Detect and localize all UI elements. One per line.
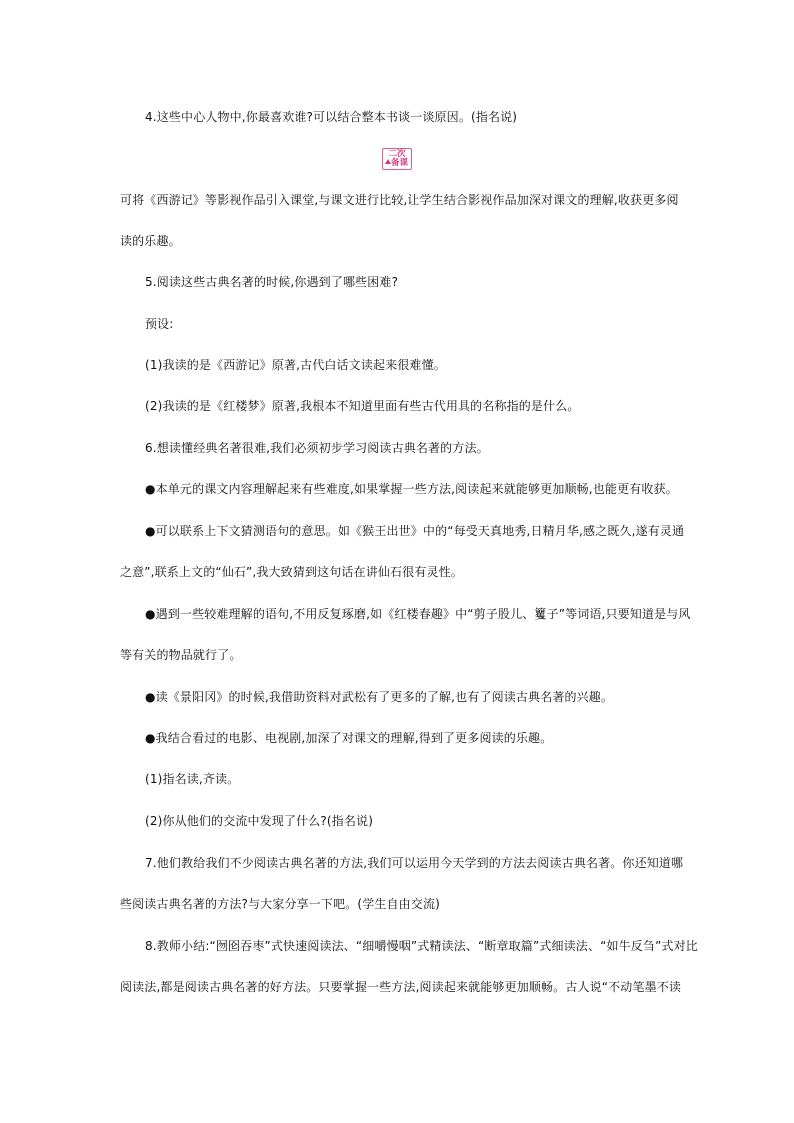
bullet-item-2: ●可以联系上下文猜测语句的意思。如《猴王出世》中的“每受天真地秀,日精月华,感之既久,遂有灵通 [145, 524, 685, 538]
paragraph-preset-1: (1)我读的是《西游记》原著,古代白话文读起来很难懂。 [145, 358, 446, 372]
badge-line1: 二次 [388, 149, 406, 159]
bullet-item-3-cont: 等有关的物品就行了。 [120, 648, 242, 662]
paragraph-q8-cont: 阅读法,都是阅读古典名著的好方法。只要掌握一些方法,阅读起来就能够更加顺畅。古人说“不动笔墨不读 [120, 980, 682, 994]
bullet-item-4: ●读《景阳冈》的时候,我借助资料对武松有了更多的了解,也有了阅读古典名著的兴趣。 [145, 690, 614, 704]
paragraph-step-1: (1)指名读,齐读。 [145, 772, 240, 786]
bullet-item-3: ●遇到一些较难理解的语句,不用反复琢磨,如《红楼春趣》中“剪子股儿、籰子”等词语,只要知道是与风 [145, 607, 691, 621]
paragraph-q4: 4.这些中心人物中,你最喜欢谁?可以结合整本书谈一谈原因。(指名说) [145, 110, 518, 124]
paragraph-prep-note-cont: 读的乐趣。 [120, 234, 181, 248]
paragraph-q7: 7.他们教给我们不少阅读古典名著的方法,我们可以运用今天学到的方法去阅读古典名著。你还知道哪 [145, 856, 684, 870]
paragraph-q5: 5.阅读这些古典名著的时候,你遇到了哪些困难? [145, 275, 399, 289]
paragraph-preset: 预设: [145, 317, 174, 331]
paragraph-step-2: (2)你从他们的交流中发现了什么?(指名说) [145, 814, 374, 828]
paragraph-prep-note: 可将《西游记》等影视作品引入课堂,与课文进行比较,让学生结合影视作品加深对课文的理解,收获更多阅 [120, 193, 679, 207]
paragraph-q6: 6.想读懂经典名著很难,我们必须初步学习阅读古典名著的方法。 [145, 441, 489, 455]
up-arrow-icon [385, 159, 391, 164]
second-prep-badge [382, 148, 412, 170]
bullet-item-1: ●本单元的课文内容理解起来有些难度,如果掌握一些方法,阅读起来就能够更加顺畅,也能更有收获。 [145, 482, 678, 496]
paragraph-q8: 8.教师小结:“囫囵吞枣”式快速阅读法、“细嚼慢咽”式精读法、“断章取篇”式细读法、“如牛反刍”式对比 [145, 939, 698, 953]
bullet-item-2-cont: 之意”,联系上文的“仙石”,我大致猜到这句话在讲仙石很有灵性。 [120, 565, 463, 579]
paragraph-preset-2: (2)我读的是《红楼梦》原著,我根本不知道里面有些古代用具的名称指的是什么。 [145, 399, 580, 413]
bullet-item-5: ●我结合看过的电影、电视剧,加深了对课文的理解,得到了更多阅读的乐趣。 [145, 731, 553, 745]
paragraph-q7-cont: 些阅读古典名著的方法?与大家分享一下吧。(学生自由交流) [120, 897, 440, 911]
badge-line2: 备课 [390, 158, 408, 168]
